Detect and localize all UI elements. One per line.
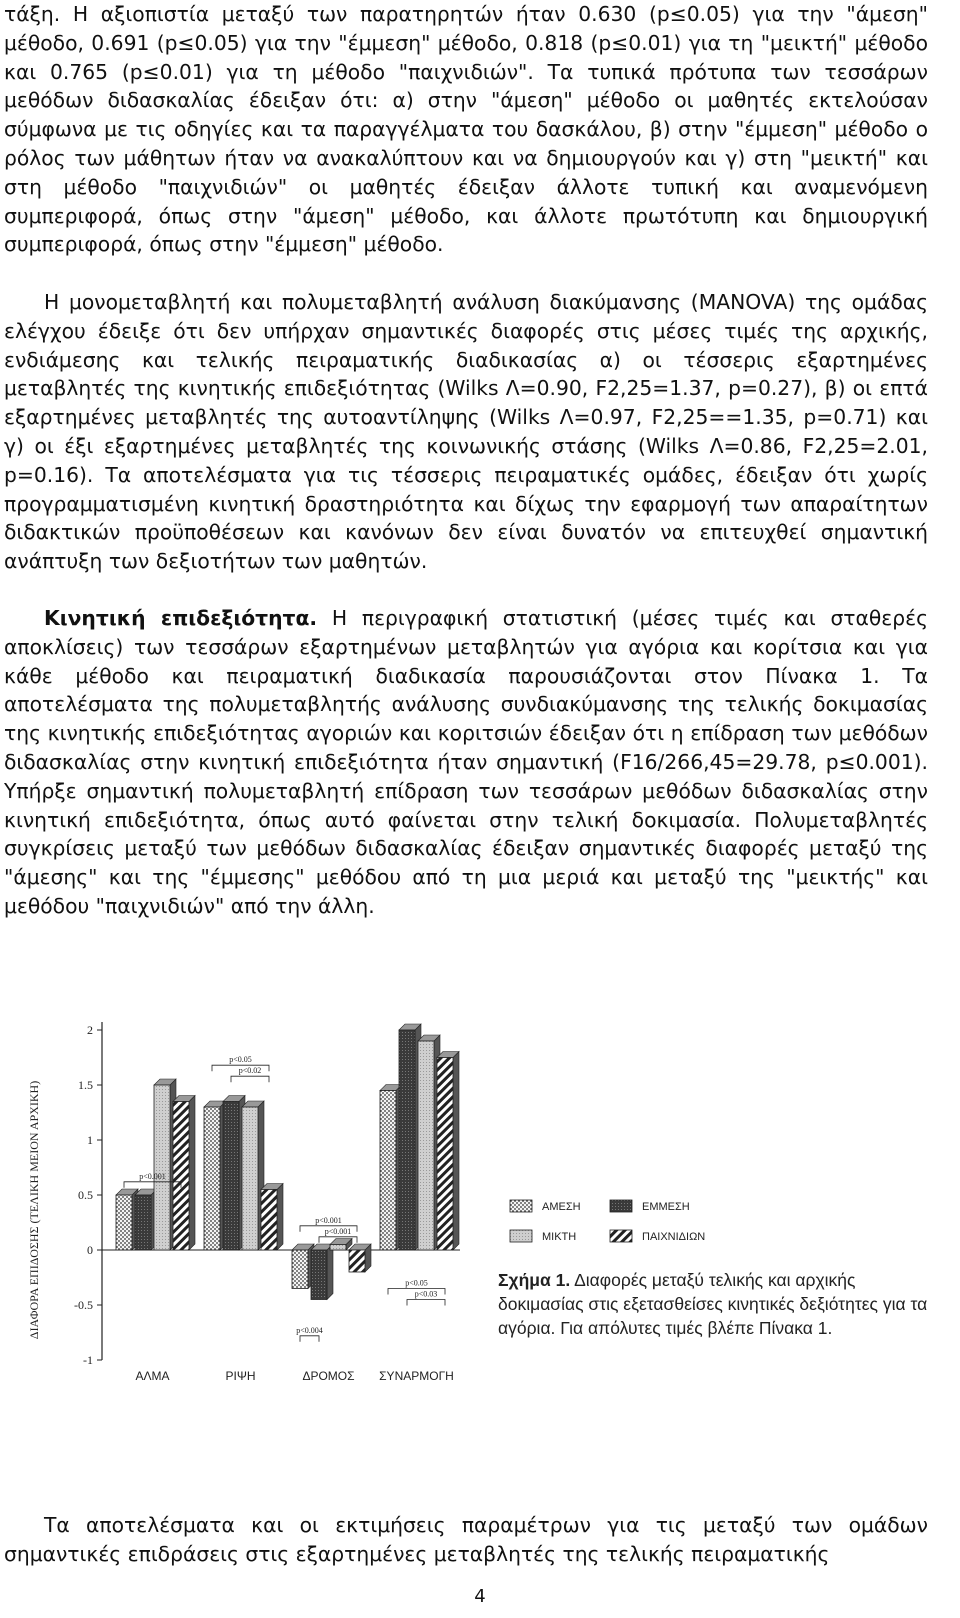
- significance-label: p<0.05: [405, 1278, 428, 1288]
- bar: [116, 1195, 132, 1250]
- significance-label: p<0.001: [315, 1215, 342, 1225]
- section-heading-motor-skill: Κινητική επιδεξιότητα.: [44, 606, 318, 630]
- paragraph-manova-control: Η μονομεταβλητή και πολυμεταβλητή ανάλυση διακύμανσης (MANOVA) της ομάδας ελέγχου έδειξε ότι δεν υπήρχαν σημαντικές διαφορές στις μέσες τιμές της αρχικής, ενδιάμεσης και τελικής πειραματικής διαδικασίας α) οι τέσσερις εξαρτημένες μεταβλητές της κινητικής επιδεξιότητας (Wilks Λ=0.90, F2,25=1.37, p=0.27), β) οι επτά εξαρτημένες μεταβλητές της αυτοαντίληψης (Wilks Λ=0.97, F2,25==1.35, p=0.71) και γ) οι έξι εξαρτημένες μεταβλητές της κοινωνικής στάσης (Wilks Λ=0.86, F2,25=2.01, p=0.16). Τα αποτελέσματα για τις τέσσερις πειραματικές ομάδες, έδειξαν ότι χωρίς προγραμματισμένη κινητική δραστηριότητα και δίχως την εφαρμογή των απαραίτητων διδακτικών προϋποθέσεων και κανόνων δεν είναι δυνατόν να επιτευχθεί σημαντική ανάπτυξη των δεξιοτήτων των μαθητών.: [4, 290, 928, 574]
- bar-side: [453, 1052, 459, 1251]
- bar: [242, 1107, 258, 1250]
- bar: [311, 1250, 327, 1300]
- legend-label: ΕΜΜΕΣΗ: [642, 1201, 690, 1213]
- y-axis-label: ΔΙΑΦΟΡΑ ΕΠΙΔΟΣΗΣ (ΤΕΛΙΚΗ ΜΕΙΟΝ ΑΡΧΙΚΗ): [27, 1080, 41, 1340]
- bar: [135, 1195, 151, 1250]
- significance-label: p<0.02: [238, 1066, 262, 1076]
- y-tick-label: 2: [87, 1023, 93, 1037]
- significance-bracket: [300, 1336, 319, 1342]
- significance-label: p<0.05: [229, 1055, 252, 1065]
- bar: [399, 1030, 415, 1250]
- legend-swatch: [510, 1200, 532, 1212]
- bar: [418, 1041, 434, 1250]
- bar-chart: [20, 1010, 950, 1415]
- bar: [292, 1250, 308, 1289]
- legend-swatch: [610, 1200, 632, 1212]
- significance-bracket: [231, 1076, 269, 1082]
- bar: [154, 1085, 170, 1250]
- bar: [223, 1102, 239, 1251]
- significance-label: p<0.001: [139, 1171, 166, 1181]
- figure-caption-label: Σχήμα 1.: [498, 1270, 571, 1290]
- significance-label: p<0.03: [414, 1289, 438, 1299]
- bar: [330, 1245, 346, 1251]
- paragraph-motor-skill-body: Η περιγραφική στατιστική (μέσες τιμές και σταθερές αποκλίσεις) των τεσσάρων εξαρτημένων μεταβλητών για αγόρια και κορίτσια και για κάθε μέθοδο και πειραματική διαδικασία παρουσιάζονται στον Πίνακα 1. Τα αποτελέσματα της πολυμεταβλητής ανάλυσης συνδιακύμανσης της τελικής δοκιμασίας της κινητικής επιδεξιότητας αγοριών και κοριτσιών έδειξαν ότι η επίδραση των μεθόδων διδασκαλίας στην κινητική επιδεξιότητα ήταν σημαντική (F16/266,45=29.78, p≤0.001). Υπήρξε σημαντική πολυμεταβλητή επίδραση των τεσσάρων μεθόδων διδασκαλίας στην κινητική επιδεξιότητα, όπως αυτό φαίνεται στην τελική δοκιμασία. Πολυμεταβλητές συγκρίσεις μεταξύ των μεθόδων διδασκαλίας έδειξαν σημαντικές διαφορές μεταξύ της "άμεσης" και της "έμμεσης" μεθόδου από τη μια μεριά και μεταξύ της "μεικτής" και μεθόδου "παιχνιδιών" από την άλλη.: [4, 606, 928, 918]
- y-tick-label: 1: [87, 1133, 93, 1147]
- x-category-label: ΔΡΟΜΟΣ: [302, 1369, 355, 1383]
- bar: [204, 1107, 220, 1250]
- y-tick-label: 1.5: [78, 1078, 93, 1092]
- bar-side: [277, 1184, 283, 1251]
- y-tick-label: -1: [83, 1353, 93, 1367]
- significance-bracket: [407, 1300, 445, 1306]
- bar-side: [189, 1096, 195, 1251]
- figure-1-chart: [20, 1010, 950, 1415]
- bar: [349, 1250, 365, 1272]
- bar: [261, 1190, 277, 1251]
- figure-caption-text: Διαφορές μεταξύ τελικής και αρχικής δοκιμασίας στις εξετασθείσες κινητικές δεξιότητες για τα αγόρια. Για απόλυτες τιμές βλέπε Πίνακα 1.: [498, 1270, 928, 1338]
- paragraph-results: Τα αποτελέσματα και οι εκτιμήσεις παραμέτρων για τις μεταξύ των ομάδων σημαντικές επιδράσεις στις εξαρτημένες μεταβλητές της τελικής πειραματικής: [4, 1513, 928, 1566]
- legend-label: ΜΙΚΤΗ: [542, 1231, 577, 1243]
- x-category-label: ΣΥΝΑΡΜΟΓΗ: [379, 1369, 454, 1383]
- y-tick-label: -0.5: [74, 1298, 93, 1312]
- paragraph-reliability: τάξη. Η αξιοπιστία μεταξύ των παρατηρητών ήταν 0.630 (p≤0.05) για την "άμεση" μέθοδο, 0.691 (p≤0.05) για την "έμμεση" μέθοδο, 0.818 (p≤0.01) για τη "μεικτή" μέθοδο και 0.765 (p≤0.01) για τη μέθοδο "παιχνιδιών". Τα τυπικά πρότυπα των τεσσάρων μεθόδων διδασκαλίας έδειξαν ότι: α) στην "άμεση" μέθοδο οι μαθητές εκτελούσαν σύμφωνα με τις οδηγίες και τα παραγγέλματα του δασκάλου, β) στην "έμμεση" μέθοδο ο ρόλος των μάθητων ήταν να ανακαλύπτουν και να δημιουργούν και γ) στη "μεικτή" και στη μέθοδο "παιχνιδιών" οι μαθητές έδειξαν άλλοτε τυπική και αναμενόμενη συμπεριφορά, όπως στην "άμεση" μέθοδο, και άλλοτε πρωτότυπη και δημιουργική συμπεριφορά, όπως στην "έμμεση" μέθοδο.: [4, 2, 928, 257]
- legend-swatch: [610, 1230, 632, 1242]
- significance-label: p<0.004: [296, 1325, 323, 1335]
- x-category-label: ΑΛΜΑ: [135, 1369, 170, 1383]
- bar: [437, 1058, 453, 1251]
- x-category-label: ΡΙΨΗ: [225, 1369, 256, 1383]
- bar-side: [327, 1244, 333, 1300]
- legend-label: ΑΜΕΣΗ: [542, 1201, 581, 1213]
- figure-caption: [498, 1268, 938, 1340]
- legend-label: ΠΑΙΧΝΙΔΙΩΝ: [642, 1231, 706, 1243]
- paragraph-motor-skill: [4, 604, 928, 921]
- page-number: 4: [474, 1586, 486, 1607]
- legend-swatch: [510, 1230, 532, 1242]
- significance-label: p<0.001: [324, 1226, 352, 1236]
- y-tick-label: 0: [87, 1243, 93, 1257]
- bar: [380, 1091, 396, 1251]
- y-tick-label: 0.5: [78, 1188, 93, 1202]
- bar: [173, 1102, 189, 1251]
